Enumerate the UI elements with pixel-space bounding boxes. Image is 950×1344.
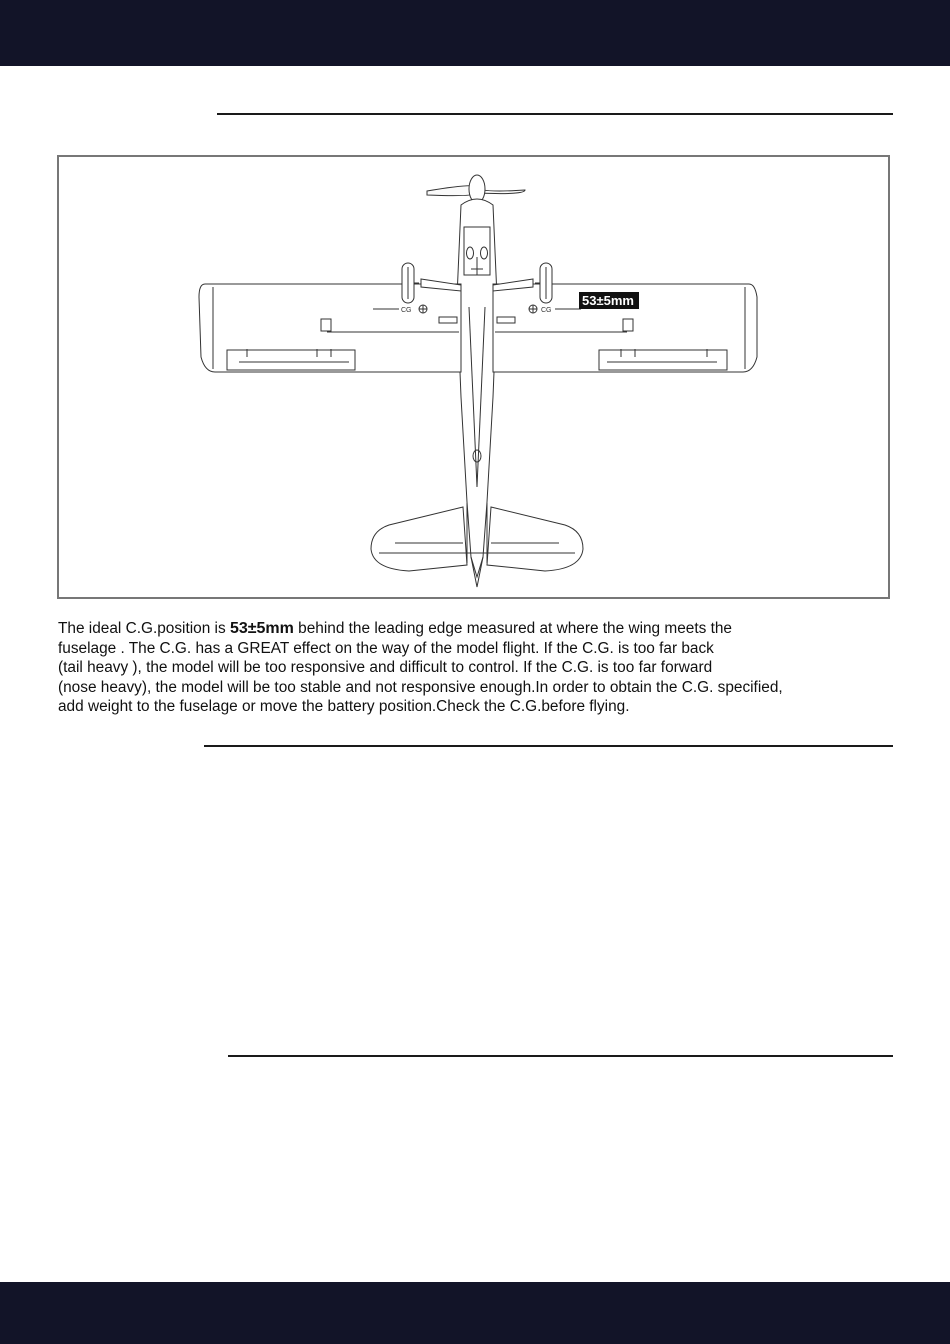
cg-value-inline: 53±5mm xyxy=(229,620,294,637)
cg-line-1: The ideal C.G.position is 53±5mm behind the leading edge measured at where the wing meets the xyxy=(58,620,732,637)
main-wing xyxy=(199,284,461,372)
page-footer-bar xyxy=(0,1282,950,1344)
cg-line-3: (tail heavy ), the model will be too responsive and difficult to control. If the C.G. is too far forward xyxy=(58,659,713,677)
left-cg-marker: CG xyxy=(401,307,412,314)
cg-value-label: 53±5mm xyxy=(582,293,634,308)
cg-figure-frame xyxy=(57,155,890,599)
right-cg-marker: CG xyxy=(541,307,552,314)
airplane-top-view-diagram xyxy=(59,157,892,601)
cg-line-5: add weight to the fuselage or move the battery position.Check the C.G.before flying. xyxy=(58,698,630,716)
cg-line-4: (nose heavy), the model will be too stable and not responsive enough.In order to obtain the C.G. specified, xyxy=(58,678,783,696)
cg-description xyxy=(58,619,838,717)
section-rule-cg xyxy=(217,113,893,115)
horizontal-stabilizer xyxy=(371,507,467,571)
page-header-bar xyxy=(0,0,950,66)
section-rule-3 xyxy=(228,1055,893,1057)
section-rule-2 xyxy=(204,745,893,747)
cg-line-2: fuselage . The C.G. has a GREAT effect on the way of the model flight. If the C.G. is too far back xyxy=(58,639,714,657)
